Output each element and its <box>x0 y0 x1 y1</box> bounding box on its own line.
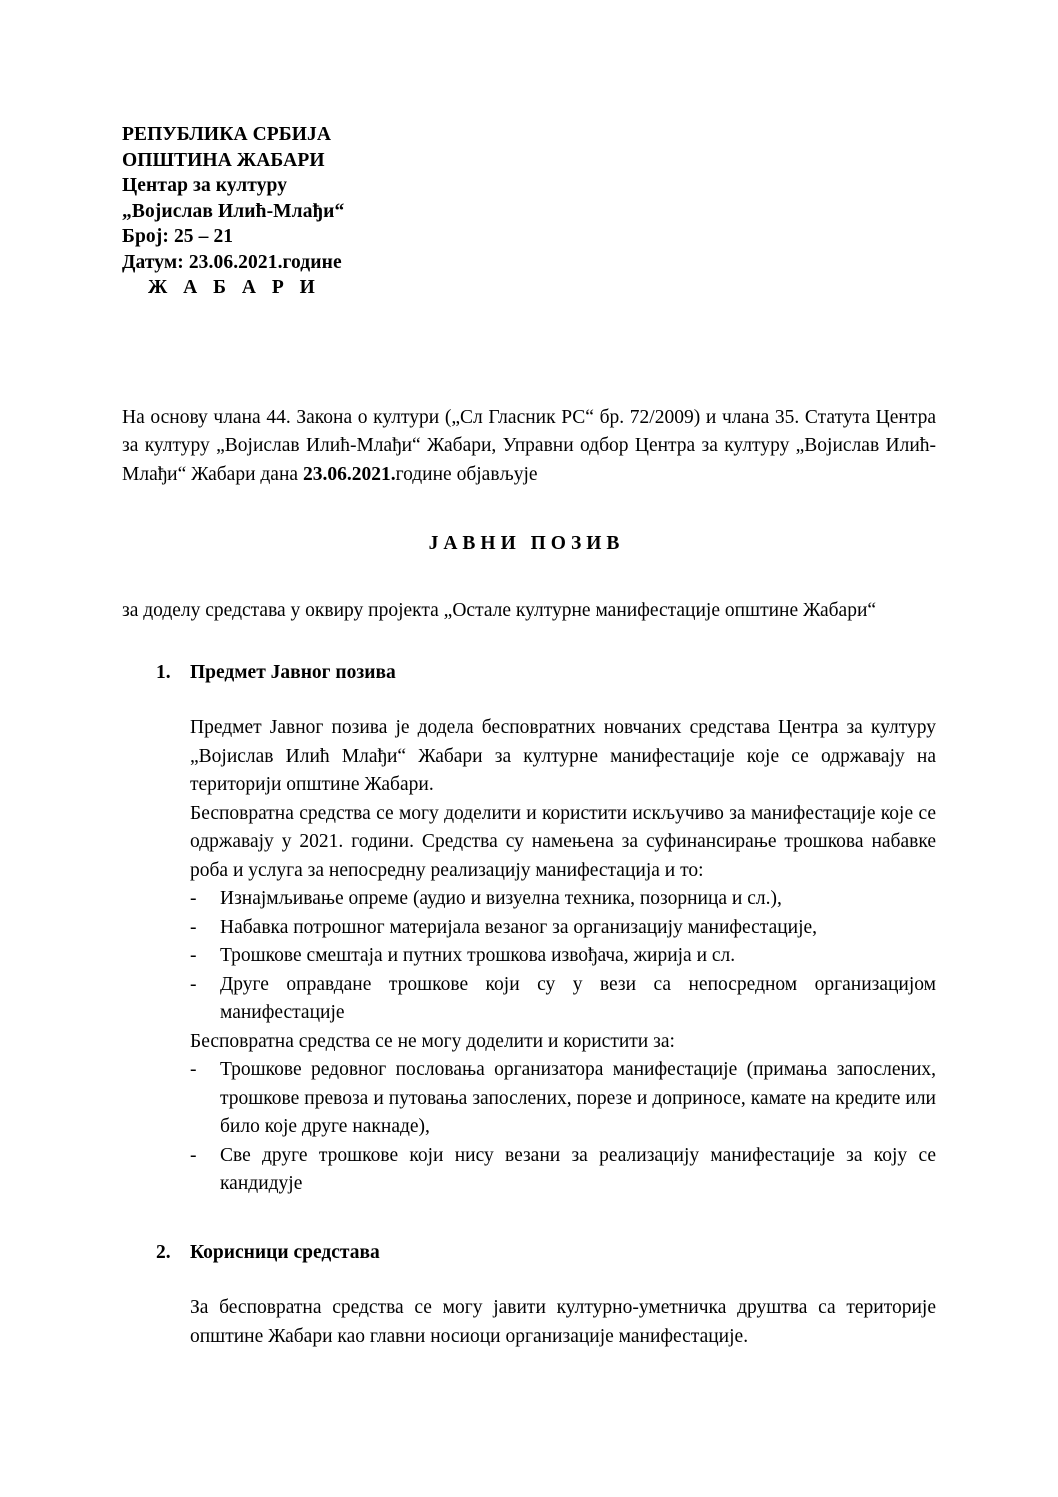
list-item <box>190 914 936 943</box>
section-1-label: Предмет Јавног позива <box>190 661 396 683</box>
preamble-date: 23.06.2021. <box>302 463 396 485</box>
letterhead-city: Ж А Б А Р И <box>148 277 321 298</box>
spacer-before-section-1 <box>122 626 936 659</box>
letterhead-date: Датум: 23.06.2021.године <box>122 251 342 273</box>
dash-bullet-icon: - <box>190 1059 197 1080</box>
spacer-after-section-2-heading <box>122 1267 936 1294</box>
page-title: ЈАВНИ ПОЗИВ <box>428 533 625 554</box>
preamble-paragraph <box>122 404 936 490</box>
dash-bullet-icon: - <box>190 1144 197 1166</box>
list-item-label: Трошкове редовног пословања организатора манифестације (примања запослених, трошкове превоза и путовања запослених, порезе и доприносе, камате на кредите или било које друге накнаде), <box>220 1059 936 1137</box>
section-1-paragraph-2: Бесповратна средства се могу доделити и користити искључиво за манифестације које се одржавају у 2021. години. Средства су намењена за суфинансирање трошкова набавке роба и услуга за непосредну реализацију манифестација и то: <box>190 802 936 881</box>
spacer-after-section-1-heading <box>122 687 936 714</box>
section-heading-2 <box>122 1239 936 1268</box>
section-1-paragraph-1: Предмет Јавног позива је додела бесповратних новчаних средстава Центра за културу „Војислав Илић Млађи“ Жабари за културне манифестације које се одржавају на територији општине Жабари. <box>190 717 936 795</box>
list-item <box>190 942 936 971</box>
letterhead-document-number: Број: 25 – 21 <box>122 226 234 247</box>
preamble-text-part2: године објављује <box>395 463 538 485</box>
list-item-label: Изнајмљивање опреме (аудио и визуелна техника, позорница и сл.), <box>220 888 782 909</box>
list-item-label: Друге оправдане трошкове који су у вези са непосредном организацијом манифестације <box>220 973 936 1023</box>
section-2-label: Корисници средстава <box>190 1241 380 1263</box>
allowed-costs-list <box>122 885 936 1028</box>
letterhead-institution-name: „Војислав Илић-Млађи“ <box>122 200 345 222</box>
section-heading-1 <box>122 659 936 688</box>
spacer-after-letterhead <box>122 301 936 404</box>
letterhead-municipality: ОПШТИНА ЖАБАРИ <box>122 149 325 171</box>
list-item-label: Све друге трошкове који нису везани за реализацију манифестације за коју се кандидује <box>220 1144 936 1194</box>
list-item <box>190 971 936 1028</box>
section-2-number: 2. <box>156 1241 171 1263</box>
section-1-number: 1. <box>156 661 171 683</box>
list-item <box>190 885 936 914</box>
list-item <box>190 1142 936 1199</box>
list-item <box>190 1056 936 1142</box>
section-2-paragraph-1: За бесповратна средства се могу јавити културно-уметничка друштва са територије општине Жабари као главни носиоци организације манифестације. <box>190 1297 936 1347</box>
dash-bullet-icon: - <box>190 888 197 909</box>
spacer-after-title <box>122 555 936 597</box>
spacer-before-section-2 <box>122 1199 936 1239</box>
letterhead-institution: Центар за културу <box>122 175 288 196</box>
letterhead-republic: РЕПУБЛИКА СРБИЈА <box>122 124 332 145</box>
excluded-costs-intro: Бесповратна средства се не могу доделити и користити за: <box>190 1030 675 1052</box>
dash-bullet-icon: - <box>190 945 197 966</box>
document-subtitle: за доделу средстава у оквиру пројекта „Остале културне манифестације општине Жабари“ <box>122 600 877 621</box>
dash-bullet-icon: - <box>190 916 197 938</box>
excluded-costs-list <box>122 1056 936 1199</box>
list-item-label: Набавка потрошног материјала везаног за организацију манифестације, <box>220 916 818 938</box>
preamble-text-part1: На основу члана 44. Закона о култури („Сл Гласник РС“ бр. 72/2009) и члана 35. Статута Центра за културу „Војислав Илић-Млађи“ Жабари, Управни одбор Центра за културу „Војислав Илић-Млађи“ Жабари дана <box>122 406 936 485</box>
spacer-before-title <box>122 489 936 533</box>
dash-bullet-icon: - <box>190 973 197 995</box>
list-item-label: Трошкове смештаја и путних трошкова извођача, жирија и сл. <box>220 945 736 966</box>
letterhead <box>122 122 936 301</box>
